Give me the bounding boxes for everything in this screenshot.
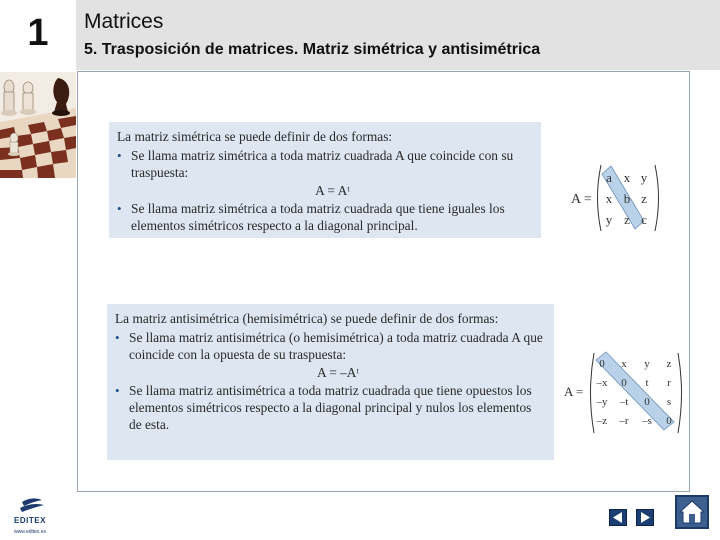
symmetric-definition-panel [109,122,541,238]
matrix-cell: –x [596,377,608,389]
page-title: Matrices [84,10,164,33]
symmetric-item-2-text: Se llama matriz simétrica a toda matriz cuadrada que tiene iguales los elementos simétricos respecto a la diagonal principal. [131,201,505,233]
home-button[interactable] [675,495,709,529]
bullet-icon: • [117,148,122,163]
symmetric-matrix [567,161,663,235]
matrix-cell: –r [619,415,629,427]
chapter-number: 1 [27,12,49,54]
matrix-cell: –t [619,396,629,408]
matrix-cell: 0 [599,358,605,370]
triangle-left-icon [610,510,626,525]
matrix-cell: c [641,212,647,227]
home-icon [677,497,707,527]
matrix-cell: s [666,396,672,408]
antisymmetric-item-1-text: Se llama matriz antisimétrica (o hemisimétrica) a toda matriz cuadrada A que coincide con la opuesta de su traspuesta: [129,330,543,362]
header-bar [76,0,720,70]
antisymmetric-matrix-label: A = [564,384,584,399]
matrix-cell: 0 [666,415,672,427]
bullet-icon: • [115,383,120,398]
antisymmetric-list [115,329,547,433]
logo-name: EDITEX [14,516,46,525]
right-bracket [678,353,682,433]
previous-button[interactable] [609,509,627,526]
matrix-cell: x [623,170,631,185]
right-bracket [655,165,659,231]
symmetric-item-1-text: Se llama matriz simétrica a toda matriz cuadrada A que coincide con su traspuesta: [131,148,514,180]
bullet-icon: • [117,201,122,216]
matrix-cell: r [667,377,671,389]
triangle-right-icon [637,510,653,525]
matrix-cell: x [621,358,627,370]
matrix-cell: t [645,377,649,389]
symmetric-list [117,147,534,234]
matrix-cell: y [640,170,648,185]
next-button[interactable] [636,509,654,526]
bullet-icon: • [115,330,120,345]
content-frame [77,71,690,492]
matrix-cell: y [605,212,613,227]
symmetric-matrix-label: A = [571,192,592,207]
matrix-cell: –s [642,415,652,427]
antisymmetric-item-2-text: Se llama matriz antisimétrica a toda matriz cuadrada que tiene opuestos los elementos simétricos respecto a la diagonal principal y nulos los elementos de esta. [129,383,532,432]
antisymmetric-item-1 [115,329,547,363]
antisymmetric-item-2 [115,382,547,433]
matrix-cell: 0 [621,377,627,389]
antisymmetric-intro: La matriz antisimétrica (hemisimétrica) se puede definir de dos formas: [115,311,499,326]
symmetric-item-2 [117,200,534,234]
matrix-cell: a [606,170,612,185]
antisymmetric-formula: A = –Aᵗ [316,365,360,380]
left-bracket [591,353,595,433]
matrix-cell: z [641,191,647,206]
logo-url: www.editex.es [14,529,46,535]
matrix-cell: z [624,212,630,227]
left-bracket [598,165,602,231]
matrix-cell: –z [596,415,608,427]
matrix-cell: 0 [644,396,650,408]
symmetric-item-1 [117,147,534,181]
symmetric-intro: La matriz simétrica se puede definir de dos formas: [117,129,393,144]
matrix-cell: y [644,358,650,370]
matrix-cell: x [605,191,613,206]
chapter-number-box [0,0,76,72]
matrix-cell: –y [596,396,608,408]
matrix-cell: z [666,358,672,370]
matrix-cell: b [623,191,631,206]
section-subtitle: 5. Trasposición de matrices. Matriz simétrica y antisimétrica [84,41,541,58]
chess-pieces-image [0,72,76,178]
antisymmetric-definition-panel [107,304,554,460]
diagonal-highlight [596,352,674,430]
symmetric-formula: A = Aᵗ [315,183,350,198]
antisymmetric-matrix [562,350,692,436]
